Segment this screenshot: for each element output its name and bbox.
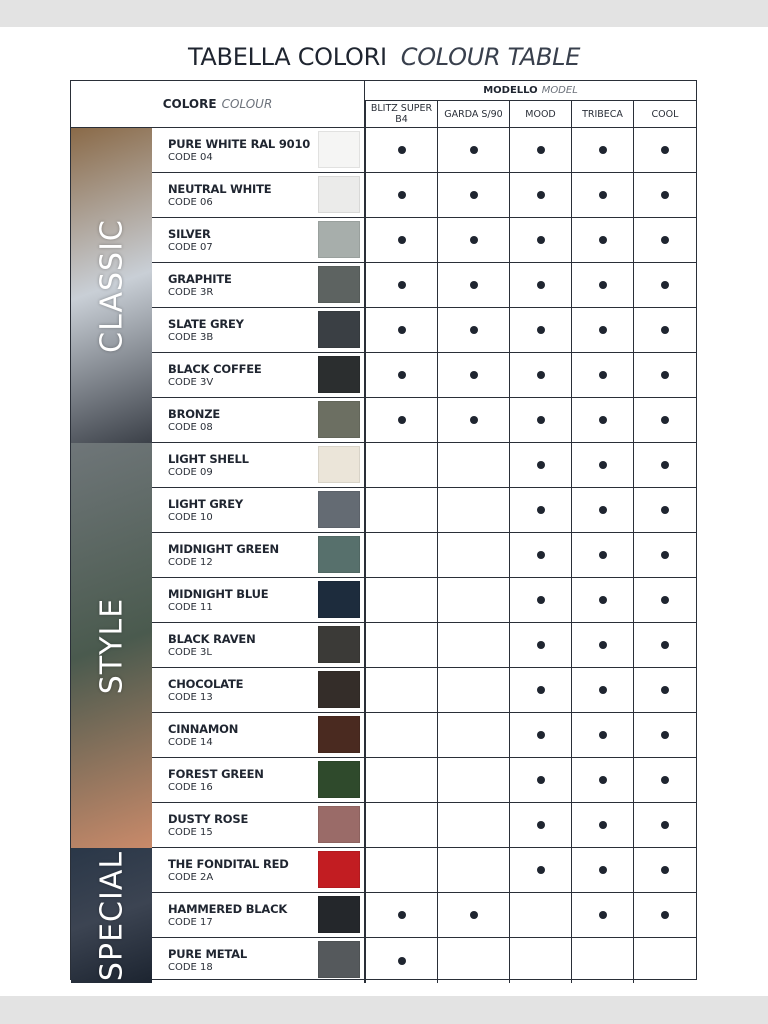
- colour-code: CODE 08: [168, 422, 213, 433]
- colour-name-cell: [152, 398, 365, 443]
- availability-cell: [437, 668, 509, 713]
- availability-dot: [470, 146, 478, 154]
- colour-row: [71, 443, 696, 488]
- availability-dot: [398, 236, 406, 244]
- availability-dot: [599, 461, 607, 469]
- availability-cell: [633, 623, 696, 668]
- availability-cell: [571, 173, 633, 218]
- availability-cell: [633, 218, 696, 263]
- availability-dot: [537, 551, 545, 559]
- availability-cell: [571, 398, 633, 443]
- colour-name-cell: [152, 488, 365, 533]
- availability-dot: [599, 641, 607, 649]
- availability-cell: [365, 938, 437, 983]
- colour-name: MIDNIGHT GREEN: [168, 542, 279, 556]
- colour-row: [71, 263, 696, 308]
- group-label-style: STYLE: [94, 597, 129, 694]
- colour-name: LIGHT GREY: [168, 497, 243, 511]
- availability-dot: [599, 191, 607, 199]
- availability-dot: [470, 911, 478, 919]
- availability-dot: [599, 731, 607, 739]
- colour-name: PURE METAL: [168, 947, 247, 961]
- colour-name-cell: [152, 713, 365, 758]
- availability-dot: [537, 866, 545, 874]
- availability-dot: [398, 191, 406, 199]
- availability-dot: [661, 281, 669, 289]
- availability-dot: [470, 326, 478, 334]
- colour-code: CODE 15: [168, 827, 213, 838]
- colour-table: [70, 80, 697, 980]
- availability-cell: [571, 488, 633, 533]
- availability-dot: [537, 776, 545, 784]
- availability-dot: [661, 821, 669, 829]
- availability-dot: [537, 461, 545, 469]
- availability-dot: [398, 911, 406, 919]
- colour-row: [71, 848, 696, 893]
- availability-cell: [365, 668, 437, 713]
- colour-row: [71, 803, 696, 848]
- availability-cell: [437, 128, 509, 173]
- colour-name-cell: [152, 938, 365, 983]
- availability-cell: [633, 893, 696, 938]
- availability-cell: [437, 353, 509, 398]
- availability-cell: [365, 713, 437, 758]
- availability-dot: [599, 596, 607, 604]
- availability-cell: [365, 893, 437, 938]
- availability-cell: [571, 218, 633, 263]
- availability-cell: [633, 443, 696, 488]
- availability-dot: [599, 776, 607, 784]
- colour-row: [71, 128, 696, 173]
- availability-cell: [437, 173, 509, 218]
- availability-dot: [661, 776, 669, 784]
- availability-cell: [633, 713, 696, 758]
- availability-cell: [437, 623, 509, 668]
- availability-cell: [509, 893, 571, 938]
- colour-swatch: [318, 491, 360, 528]
- colour-code: CODE 16: [168, 782, 213, 793]
- availability-cell: [571, 578, 633, 623]
- availability-cell: [509, 128, 571, 173]
- availability-dot: [537, 326, 545, 334]
- colour-swatch: [318, 401, 360, 438]
- availability-cell: [509, 353, 571, 398]
- availability-cell: [633, 308, 696, 353]
- availability-dot: [599, 686, 607, 694]
- availability-cell: [365, 533, 437, 578]
- availability-dot: [661, 596, 669, 604]
- availability-cell: [571, 803, 633, 848]
- group-label-special: SPECIAL: [94, 850, 129, 981]
- page-title: [0, 43, 768, 71]
- availability-dot: [398, 957, 406, 965]
- availability-dot: [470, 371, 478, 379]
- availability-cell: [365, 488, 437, 533]
- colour-row: [71, 353, 696, 398]
- colour-swatch: [318, 626, 360, 663]
- colour-code: CODE 17: [168, 917, 213, 928]
- colour-name-cell: [152, 758, 365, 803]
- colour-swatch: [318, 941, 360, 978]
- availability-cell: [571, 668, 633, 713]
- colour-name: THE FONDITAL RED: [168, 857, 289, 871]
- colour-name: DUSTY ROSE: [168, 812, 249, 826]
- colour-code: CODE 12: [168, 557, 213, 568]
- colour-code: CODE 09: [168, 467, 213, 478]
- colour-code: CODE 3L: [168, 647, 212, 658]
- availability-dot: [537, 416, 545, 424]
- availability-cell: [633, 263, 696, 308]
- colour-code: CODE 04: [168, 152, 213, 163]
- availability-cell: [437, 578, 509, 623]
- availability-cell: [509, 218, 571, 263]
- availability-cell: [633, 668, 696, 713]
- colour-swatch: [318, 851, 360, 888]
- availability-cell: [437, 803, 509, 848]
- availability-cell: [509, 443, 571, 488]
- colour-header-bold: COLORE: [162, 97, 217, 111]
- availability-dot: [537, 146, 545, 154]
- availability-cell: [633, 803, 696, 848]
- availability-cell: [365, 623, 437, 668]
- availability-dot: [398, 416, 406, 424]
- colour-name: BRONZE: [168, 407, 221, 421]
- availability-cell: [509, 758, 571, 803]
- availability-cell: [633, 128, 696, 173]
- availability-cell: [509, 533, 571, 578]
- availability-cell: [509, 578, 571, 623]
- colour-swatch: [318, 446, 360, 483]
- availability-dot: [398, 146, 406, 154]
- colour-row: [71, 308, 696, 353]
- colour-name: SLATE GREY: [168, 317, 244, 331]
- availability-cell: [509, 938, 571, 983]
- availability-cell: [509, 173, 571, 218]
- model-header-bold: MODELLO: [483, 85, 538, 96]
- availability-dot: [661, 371, 669, 379]
- colour-swatch: [318, 356, 360, 393]
- availability-dot: [599, 371, 607, 379]
- availability-dot: [537, 236, 545, 244]
- colour-name: PURE WHITE RAL 9010: [168, 137, 311, 151]
- colour-code: CODE 14: [168, 737, 213, 748]
- availability-cell: [509, 398, 571, 443]
- availability-cell: [437, 938, 509, 983]
- availability-cell: [571, 263, 633, 308]
- colour-name-cell: [152, 533, 365, 578]
- availability-dot: [537, 596, 545, 604]
- title-sub: COLOUR TABLE: [400, 43, 581, 71]
- availability-dot: [470, 191, 478, 199]
- availability-dot: [537, 371, 545, 379]
- colour-swatch: [318, 716, 360, 753]
- availability-dot: [661, 191, 669, 199]
- availability-cell: [633, 353, 696, 398]
- model-group-header: [365, 81, 696, 101]
- availability-cell: [437, 218, 509, 263]
- availability-dot: [537, 821, 545, 829]
- availability-dot: [661, 146, 669, 154]
- colour-name: BLACK RAVEN: [168, 632, 256, 646]
- availability-cell: [571, 938, 633, 983]
- availability-cell: [571, 713, 633, 758]
- availability-cell: [633, 533, 696, 578]
- availability-cell: [365, 128, 437, 173]
- availability-cell: [437, 893, 509, 938]
- availability-cell: [365, 578, 437, 623]
- availability-cell: [509, 713, 571, 758]
- availability-cell: [509, 848, 571, 893]
- availability-cell: [509, 308, 571, 353]
- availability-dot: [661, 731, 669, 739]
- availability-dot: [470, 281, 478, 289]
- availability-cell: [509, 803, 571, 848]
- colour-name-cell: [152, 218, 365, 263]
- colour-code: CODE 13: [168, 692, 213, 703]
- colour-swatch: [318, 311, 360, 348]
- availability-dot: [661, 326, 669, 334]
- colour-code: CODE 07: [168, 242, 213, 253]
- availability-dot: [537, 731, 545, 739]
- colour-code: CODE 11: [168, 602, 213, 613]
- top-margin-band: [0, 0, 768, 27]
- colour-swatch: [318, 536, 360, 573]
- colour-row: [71, 578, 696, 623]
- availability-cell: [633, 578, 696, 623]
- availability-cell: [365, 398, 437, 443]
- availability-cell: [365, 803, 437, 848]
- colour-name-cell: [152, 893, 365, 938]
- availability-cell: [365, 263, 437, 308]
- bottom-margin-band: [0, 996, 768, 1024]
- availability-cell: [571, 128, 633, 173]
- availability-cell: [365, 848, 437, 893]
- colour-name-cell: [152, 443, 365, 488]
- colour-name-cell: [152, 308, 365, 353]
- availability-cell: [437, 488, 509, 533]
- availability-dot: [661, 641, 669, 649]
- availability-dot: [661, 866, 669, 874]
- availability-dot: [599, 326, 607, 334]
- availability-dot: [599, 551, 607, 559]
- availability-cell: [571, 533, 633, 578]
- availability-dot: [661, 461, 669, 469]
- availability-cell: [571, 353, 633, 398]
- model-header-italic: MODEL: [541, 85, 578, 96]
- availability-cell: [571, 623, 633, 668]
- colour-swatch: [318, 896, 360, 933]
- colour-swatch: [318, 806, 360, 843]
- colour-row: [71, 533, 696, 578]
- availability-cell: [509, 488, 571, 533]
- availability-cell: [633, 848, 696, 893]
- model-header-blitz: BLITZ SUPER B4: [365, 101, 437, 128]
- colour-swatch: [318, 581, 360, 618]
- colour-name: GRAPHITE: [168, 272, 232, 286]
- colour-row: [71, 398, 696, 443]
- colour-row: [71, 668, 696, 713]
- availability-cell: [365, 308, 437, 353]
- availability-cell: [633, 488, 696, 533]
- colour-name: CHOCOLATE: [168, 677, 244, 691]
- availability-dot: [398, 371, 406, 379]
- model-header-mood: MOOD: [509, 101, 571, 128]
- colour-name-cell: [152, 668, 365, 713]
- availability-cell: [633, 398, 696, 443]
- availability-dot: [537, 281, 545, 289]
- availability-cell: [509, 668, 571, 713]
- availability-cell: [365, 758, 437, 803]
- availability-dot: [398, 326, 406, 334]
- availability-cell: [633, 758, 696, 803]
- colour-code: CODE 3B: [168, 332, 214, 343]
- colour-name-cell: [152, 263, 365, 308]
- colour-row: [71, 173, 696, 218]
- availability-cell: [437, 443, 509, 488]
- colour-row: [71, 713, 696, 758]
- availability-cell: [509, 623, 571, 668]
- availability-dot: [599, 911, 607, 919]
- availability-dot: [470, 236, 478, 244]
- availability-dot: [398, 281, 406, 289]
- availability-cell: [437, 308, 509, 353]
- availability-cell: [437, 263, 509, 308]
- availability-cell: [571, 848, 633, 893]
- availability-dot: [599, 236, 607, 244]
- availability-dot: [599, 416, 607, 424]
- availability-cell: [437, 848, 509, 893]
- colour-name-cell: [152, 848, 365, 893]
- colour-name-cell: [152, 128, 365, 173]
- colour-row: [71, 893, 696, 938]
- availability-cell: [437, 758, 509, 803]
- availability-dot: [661, 416, 669, 424]
- availability-dot: [661, 551, 669, 559]
- availability-cell: [509, 263, 571, 308]
- colour-name: MIDNIGHT BLUE: [168, 587, 269, 601]
- availability-dot: [599, 821, 607, 829]
- availability-cell: [365, 443, 437, 488]
- colour-swatch: [318, 176, 360, 213]
- colour-code: CODE 06: [168, 197, 213, 208]
- group-label-classic: CLASSIC: [94, 218, 129, 353]
- colour-code: CODE 2A: [168, 872, 214, 883]
- availability-dot: [661, 506, 669, 514]
- availability-cell: [633, 938, 696, 983]
- availability-cell: [571, 308, 633, 353]
- availability-cell: [571, 443, 633, 488]
- model-header-tribeca: TRIBECA: [571, 101, 633, 128]
- colour-swatch: [318, 761, 360, 798]
- colour-swatch: [318, 221, 360, 258]
- colour-code: CODE 18: [168, 962, 213, 973]
- colour-name: LIGHT SHELL: [168, 452, 249, 466]
- availability-cell: [365, 173, 437, 218]
- availability-dot: [470, 416, 478, 424]
- availability-dot: [537, 641, 545, 649]
- availability-cell: [437, 533, 509, 578]
- colour-code: CODE 3V: [168, 377, 214, 388]
- colour-row: [71, 758, 696, 803]
- colour-header-italic: COLOUR: [221, 97, 273, 111]
- colour-name: BLACK COFFEE: [168, 362, 262, 376]
- colour-row: [71, 488, 696, 533]
- colour-name: NEUTRAL WHITE: [168, 182, 272, 196]
- colour-row: [71, 623, 696, 668]
- colour-name-cell: [152, 173, 365, 218]
- availability-dot: [537, 506, 545, 514]
- availability-dot: [537, 686, 545, 694]
- availability-cell: [571, 758, 633, 803]
- title-main: TABELLA COLORI: [187, 43, 387, 71]
- availability-dot: [599, 506, 607, 514]
- colour-name: FOREST GREEN: [168, 767, 264, 781]
- availability-dot: [599, 281, 607, 289]
- colour-swatch: [318, 266, 360, 303]
- availability-cell: [365, 218, 437, 263]
- colour-swatch: [318, 671, 360, 708]
- colour-row: [71, 938, 696, 983]
- availability-dot: [661, 236, 669, 244]
- colour-code: CODE 3R: [168, 287, 214, 298]
- colour-name-cell: [152, 623, 365, 668]
- colour-name: SILVER: [168, 227, 211, 241]
- colour-name: HAMMERED BLACK: [168, 902, 288, 916]
- availability-dot: [537, 191, 545, 199]
- availability-dot: [599, 146, 607, 154]
- availability-dot: [661, 686, 669, 694]
- colour-column-header: [71, 81, 365, 128]
- availability-cell: [437, 713, 509, 758]
- colour-code: CODE 10: [168, 512, 213, 523]
- colour-row: [71, 218, 696, 263]
- colour-swatch: [318, 131, 360, 168]
- availability-dot: [661, 911, 669, 919]
- availability-cell: [437, 398, 509, 443]
- colour-name-cell: [152, 353, 365, 398]
- colour-name: CINNAMON: [168, 722, 239, 736]
- availability-cell: [365, 353, 437, 398]
- model-header-garda: GARDA S/90: [437, 101, 509, 128]
- availability-cell: [571, 893, 633, 938]
- model-header-cool: COOL: [633, 101, 696, 128]
- availability-cell: [633, 173, 696, 218]
- colour-name-cell: [152, 803, 365, 848]
- availability-dot: [599, 866, 607, 874]
- colour-name-cell: [152, 578, 365, 623]
